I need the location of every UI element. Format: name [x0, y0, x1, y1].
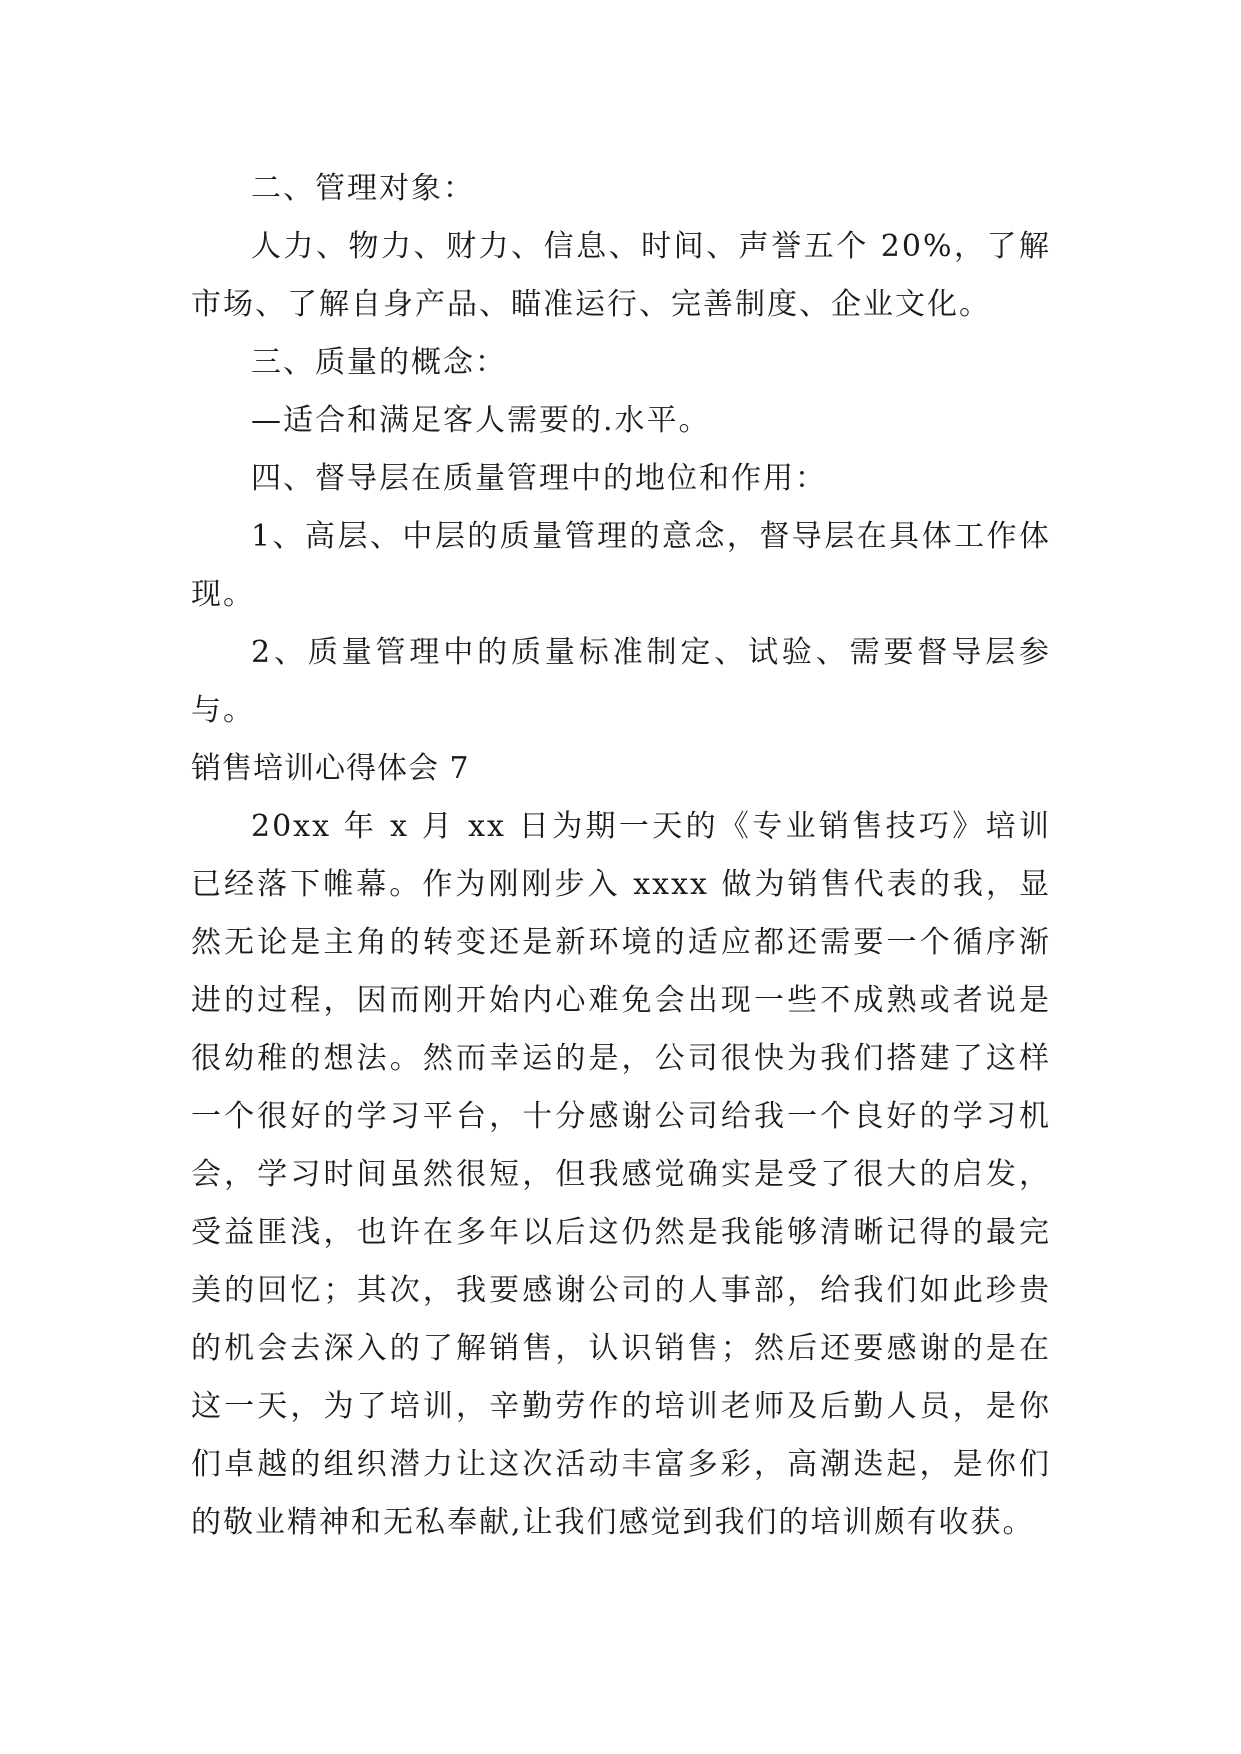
section-title: 销售培训心得体会 7 [191, 751, 470, 786]
paragraph-management-objects-heading: 二、管理对象： [251, 171, 475, 206]
paragraph-management-objects: 人力、物力、财力、信息、时间、声誉五个 20%，了解市场、了解自身产品、瞄准运行、完善制度、企业文化。 [191, 229, 1051, 322]
document-page [191, 160, 1051, 1552]
paragraph-supervisor-role-1: 1、高层、中层的质量管理的意念，督导层在具体工作体现。 [191, 519, 1051, 612]
paragraph-training-reflection: 20xx 年 x 月 xx 日为期一天的《专业销售技巧》培训已经落下帷幕。作为刚刚步入 xxxx 做为销售代表的我，显然无论是主角的转变还是新环境的适应都还需要一个循序渐进的过程，因而刚开始内心难免会出现一些不成熟或者说是很幼稚的想法。然而幸运的是，公司很快为我们搭建了这样一个很好的学习平台，十分感谢公司给我一个良好的学习机会，学习时间虽然很短，但我感觉确实是受了很大的启发，受益匪浅，也许在多年以后这仍然是我能够清晰记得的最完美的回忆；其次，我要感谢公司的人事部，给我们如此珍贵的机会去深入的了解销售，认识销售；然后还要感谢的是在这一天，为了培训，辛勤劳作的培训老师及后勤人员，是你们卓越的组织潜力让这次活动丰富多彩，高潮迭起，是你们的敬业精神和无私奉献,让我们感觉到我们的培训颇有收获。 [191, 809, 1051, 1540]
paragraph-supervisor-role-2: 2、质量管理中的质量标准制定、试验、需要督导层参与。 [191, 635, 1051, 728]
paragraph-quality-concept: —适合和满足客人需要的.水平。 [251, 403, 711, 438]
paragraph-quality-concept-heading: 三、质量的概念： [251, 345, 507, 380]
paragraph-supervisor-role-heading: 四、督导层在质量管理中的地位和作用： [251, 461, 827, 496]
